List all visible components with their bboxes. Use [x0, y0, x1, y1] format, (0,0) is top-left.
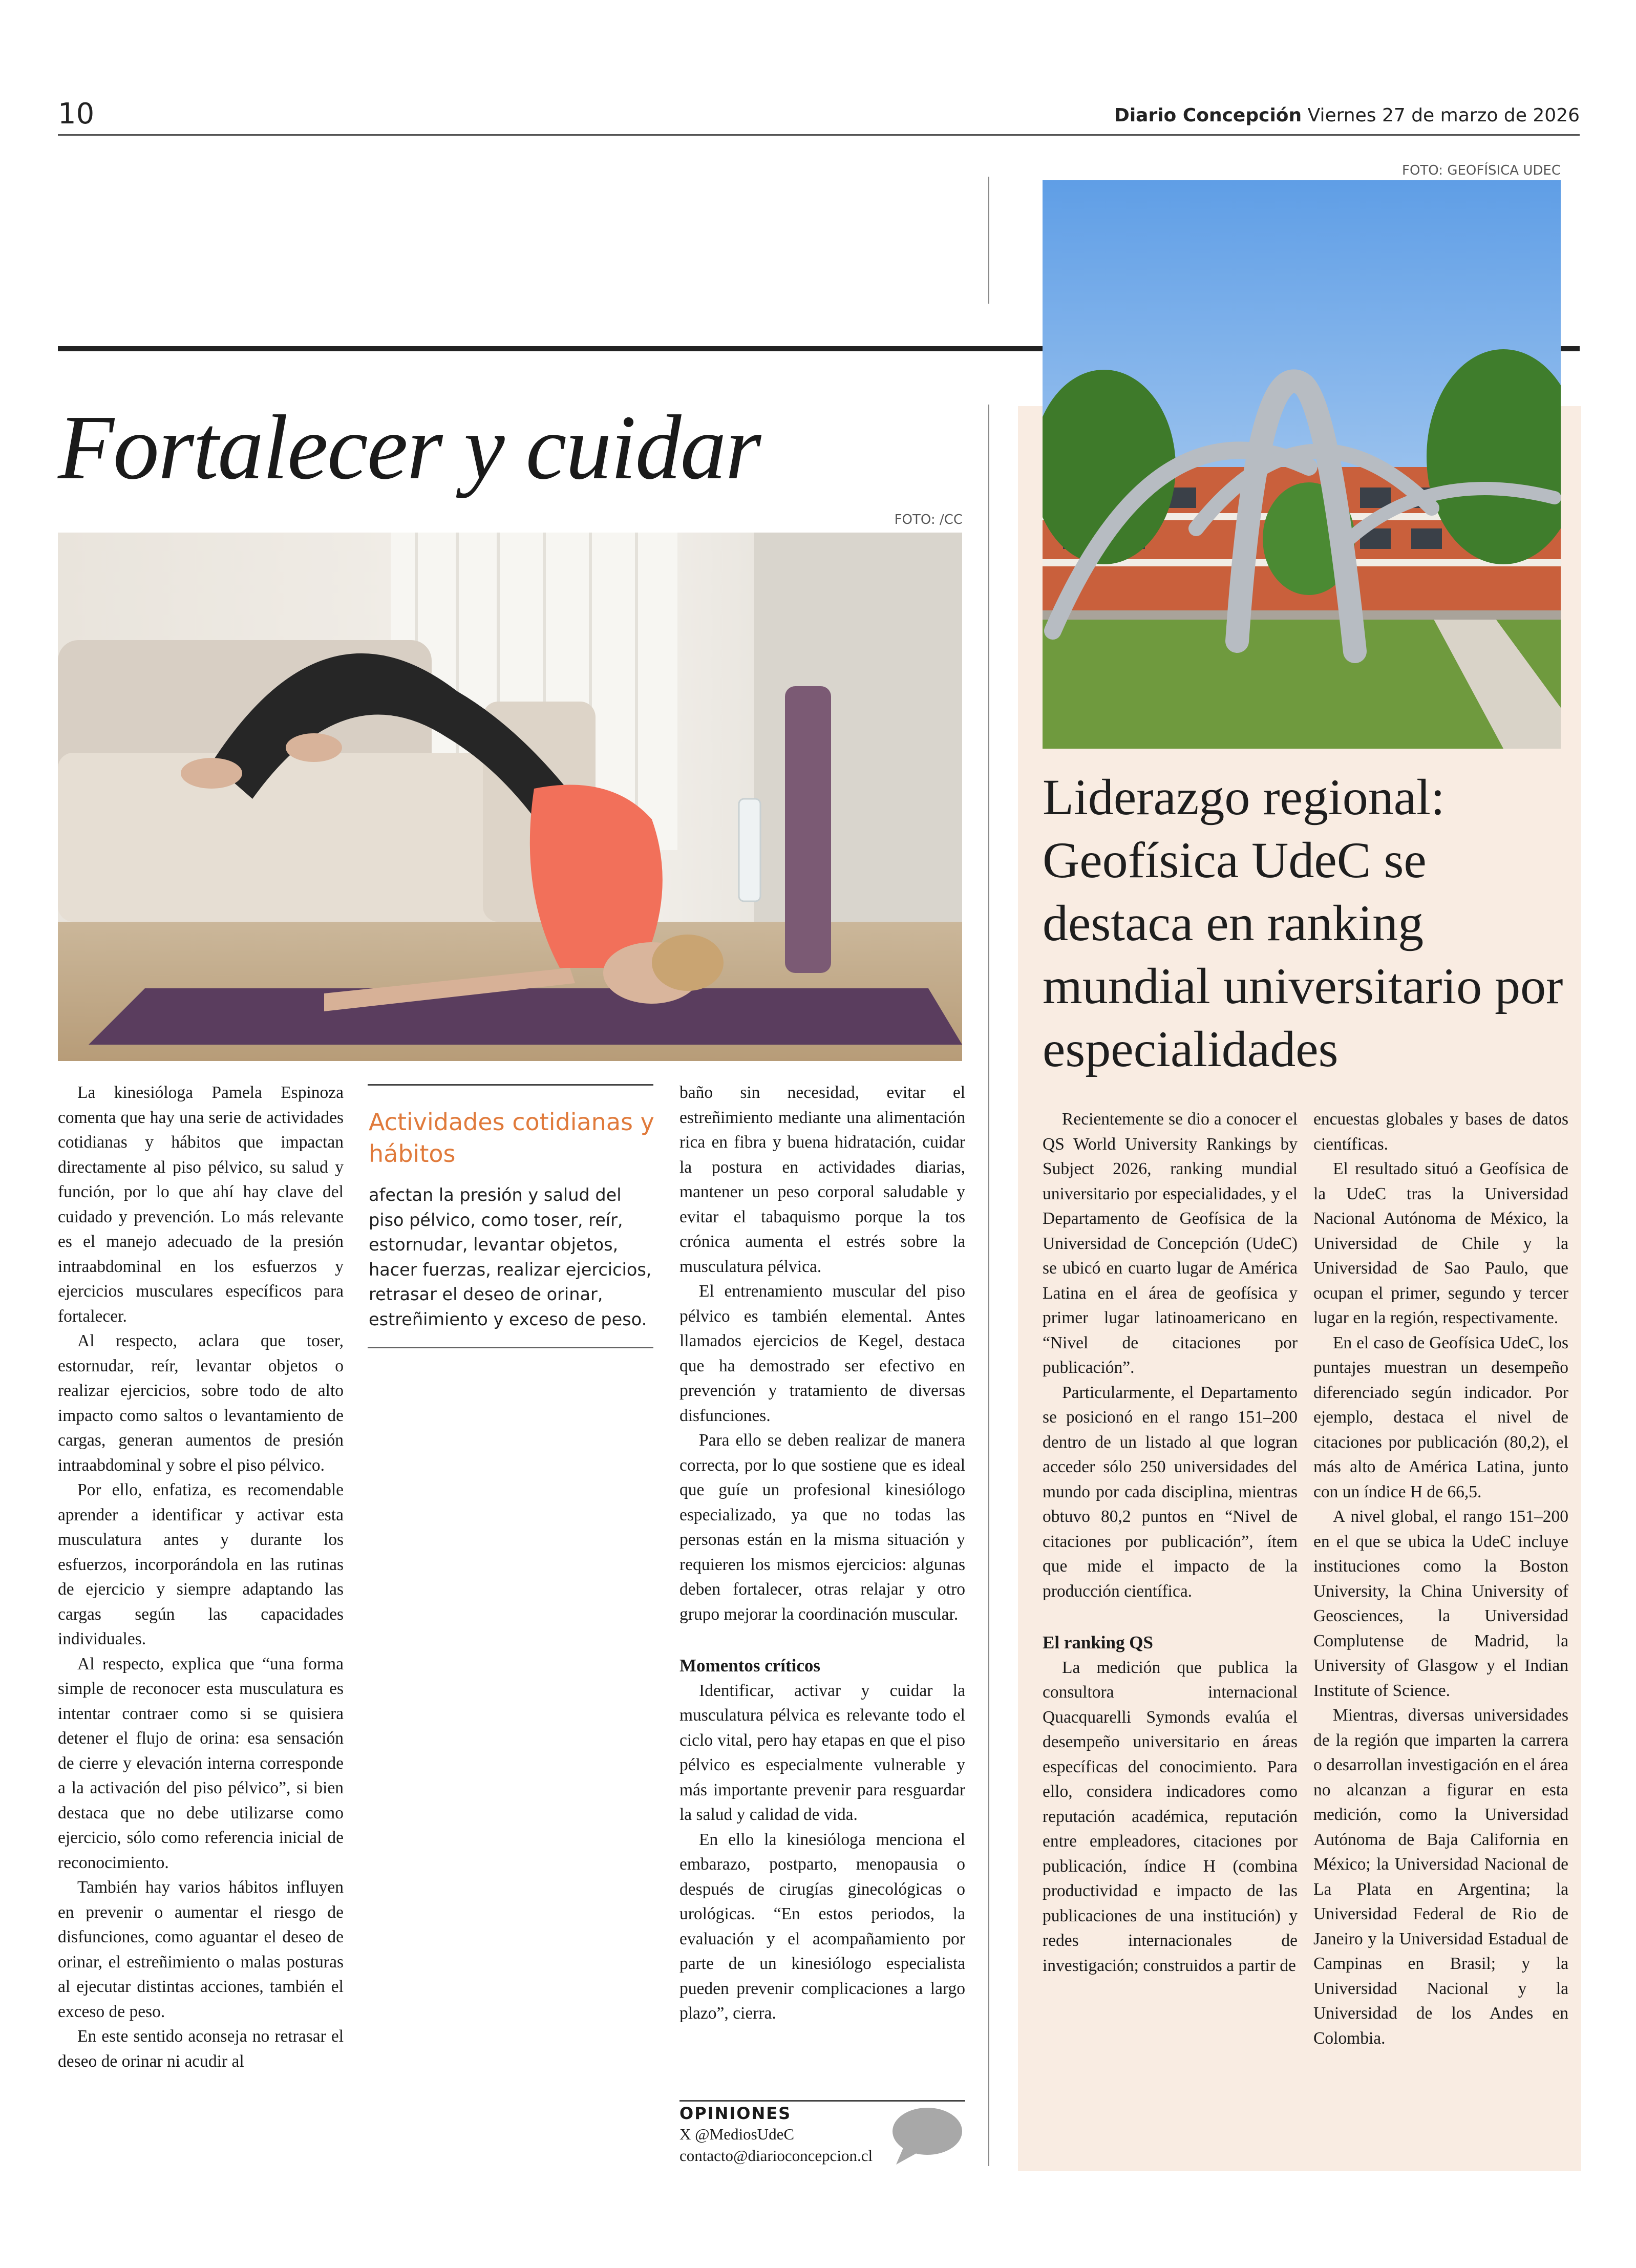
issue-date: Viernes 27 de marzo de 2026	[1307, 105, 1580, 126]
body-column-3	[679, 1080, 965, 2026]
column-separator	[988, 405, 989, 2166]
speech-bubble-icon	[891, 2106, 964, 2166]
contact-email-link[interactable]: contacto@diarioconcepcion.cl	[679, 2147, 873, 2165]
paragraph: Recientemente se dio a conocer el QS World University Rankings by Subject 2026, ranking mundial universitario por especialidades, y el Departamento de Geofísica de la Universidad de Concepción (UdeC) se ubicó en cuarto lugar de América Latina en el área de geofísica y primer lugar latinoamericano en “Nivel de citaciones por publicación”.	[1043, 1110, 1298, 1377]
sidebar-rule	[368, 1347, 653, 1348]
column-separator	[988, 177, 989, 304]
sidebar-text: afectan la presión y salud del piso pélvico, como toser, reír, estornudar, levantar objetos, hacer fuerzas, realizar ejercicios, retrasar el deseo de orinar, estreñimiento y exceso de peso.	[369, 1185, 652, 1329]
subheading: Momentos críticos	[679, 1656, 821, 1676]
paragraph: Por ello, enfatiza, es recomendable aprender a identificar y activar esta musculatura antes y durante los esfuerzos, incorporándola en las rutinas de ejercicio y siempre adaptando las cargas según las capacidades individuales.	[58, 1480, 344, 1648]
masthead	[1114, 105, 1580, 126]
sidebar-rule	[368, 1084, 653, 1086]
subheading: El ranking QS	[1043, 1633, 1153, 1652]
photo-credit: FOTO: GEOFÍSICA UDEC	[1401, 163, 1561, 178]
paragraph: En ello la kinesióloga menciona el embarazo, postparto, menopausia o después de cirugías ginecológicas o urológicas. “En estos periodos, la evaluación y el acompañamiento por parte de un kinesiólogo especialista pueden prevenir complicaciones a largo plazo”, cierra.	[679, 1830, 965, 2023]
exercise-photo	[58, 533, 962, 1061]
paragraph: Mientras, diversas universidades de la región que imparten la carrera o desarrollan investigación en el área no alcanzan a figurar en esta medición, como la Universidad Autónoma de Baja California en México; la Universidad Nacional de La Plata en Argentina; la Universidad Federal de Rio de Janeiro y la Universidad Estadual de Campinas en Brasil; y la Universidad Nacional y la Universidad de los Andes en Colombia.	[1313, 1706, 1568, 2048]
right-story-headline: Liderazgo regional: Geofísica UdeC se destaca en ranking mundial universitario por especialidades	[1043, 769, 1563, 1077]
sculpture-photo	[1043, 180, 1561, 749]
page-number: 10	[58, 97, 95, 131]
paragraph: Particularmente, el Departamento se posicionó en el rango 151–200 dentro de un listado al que logran acceder sólo 250 universidades del mundo por cada disciplina, mientras obtuvo 80,2 puntos en “Nivel de citaciones por publicación”, ítem que mide el impacto de la producción científica.	[1043, 1383, 1298, 1601]
body-column-5	[1313, 1107, 1568, 2051]
body-column-4	[1043, 1107, 1298, 1978]
paragraph: También hay varios hábitos influyen en prevenir o aumentar el riesgo de disfunciones, como aguantar el deseo de orinar, el estreñimiento o malas posturas al ejecutar distintas acciones, también el exceso de peso.	[58, 1878, 344, 2021]
paragraph: Al respecto, aclara que toser, estornudar, reír, levantar objetos o realizar ejercicios, sobre todo de alto impacto como saltos o levantamiento de cargas, generan aumentos de presión intraabdominal y sobre el piso pélvico.	[58, 1331, 344, 1475]
paragraph: En este sentido aconseja no retrasar el deseo de orinar ni acudir al	[58, 2027, 344, 2071]
story-title: Fortalecer y cuidar	[58, 396, 760, 498]
paragraph: El entrenamiento muscular del piso pélvico es también elemental. Antes llamados ejercicios de Kegel, destaca que ha demostrado ser efectivo en prevención y tratamiento de diversas disfunciones.	[679, 1282, 965, 1425]
paragraph: En el caso de Geofísica UdeC, los puntajes muestran un desempeño diferenciado según indicador. Por ejemplo, destaca el nivel de citaciones por publicación (80,2), el más alto de América Latina, junto con un índice H de 66,5.	[1313, 1333, 1568, 1501]
body-column-1	[58, 1080, 344, 2074]
opinions-rule	[679, 2100, 965, 2102]
paragraph: A nivel global, el rango 151–200 en el que se ubica la UdeC incluye instituciones como la Boston University, la China University of Geosciences, la Universidad Complutense de Madrid, la University of Glasgow y el Indian Institute of Science.	[1313, 1507, 1568, 1700]
paragraph: baño sin necesidad, evitar el estreñimiento mediante una alimentación rica en fibra y buena hidratación, cuidar la postura en actividades diarias, mantener un peso corporal saludable y evitar el tabaquismo porque la tos crónica aumenta el estrés sobre la musculatura pélvica.	[679, 1083, 965, 1276]
paper-name: Diario Concepción	[1114, 105, 1302, 126]
photo-credit: FOTO: /CC	[894, 512, 963, 527]
x-handle-link[interactable]: X @MediosUdeC	[679, 2125, 795, 2143]
paragraph: Para ello se deben realizar de manera correcta, por lo que sostiene que es ideal que guíe un profesional kinesiólogo especializado, ya que no todas las personas están en la misma situación y requieren los mismos ejercicios: algunas deben fortalecer, otras relajar y otro grupo mejorar la coordinación muscular.	[679, 1431, 965, 1624]
header-rule	[58, 134, 1580, 136]
paragraph: La kinesióloga Pamela Espinoza comenta que hay una serie de actividades cotidianas y hábitos que impactan directamente al piso pélvico, su salud y función, por lo que ahí hay clave del cuidado y prevención. Lo más relevante es el manejo adecuado de la presión intraabdominal en los esfuerzos y ejercicios musculares específicos para fortalecer.	[58, 1083, 344, 1326]
paragraph: encuestas globales y bases de datos científicas.	[1313, 1110, 1568, 1154]
paragraph: La medición que publica la consultora internacional Quacquarelli Symonds evalúa el desempeño universitario en áreas específicas del conocimiento. Para ello, considera indicadores como reputación académica, reputación entre empleadores, citaciones por publicación, índice H (combina productividad e impacto de las publicaciones de una institución) y redes internacionales de investigación; construidos a partir de	[1043, 1658, 1298, 1975]
paragraph: El resultado situó a Geofísica de la UdeC tras la Universidad Nacional Autónoma de México, la Universidad de Chile y la Universidad de Sao Paulo, que ocupan el primer, segundo y tercer lugar en la región, respectivamente.	[1313, 1159, 1568, 1327]
paragraph: Al respecto, explica que “una forma simple de reconocer esta musculatura es intentar contraer como si se quisiera detener el flujo de orina: esa sensación de cierre y elevación interna corresponde a la activación del piso pélvico”, si bien destaca que no debe utilizarse como ejercicio, sólo como referencia inicial de reconocimiento.	[58, 1654, 344, 1872]
sidebar-title: Actividades cotidianas y hábitos	[369, 1108, 654, 1168]
paragraph: Identificar, activar y cuidar la musculatura pélvica es relevante todo el ciclo vital, pero hay etapas en que el piso pélvico es especialmente vulnerable y más importante prevenir para resguardar la salud y calidad de vida.	[679, 1681, 965, 1824]
opinions-title: OPINIONES	[679, 2104, 792, 2123]
